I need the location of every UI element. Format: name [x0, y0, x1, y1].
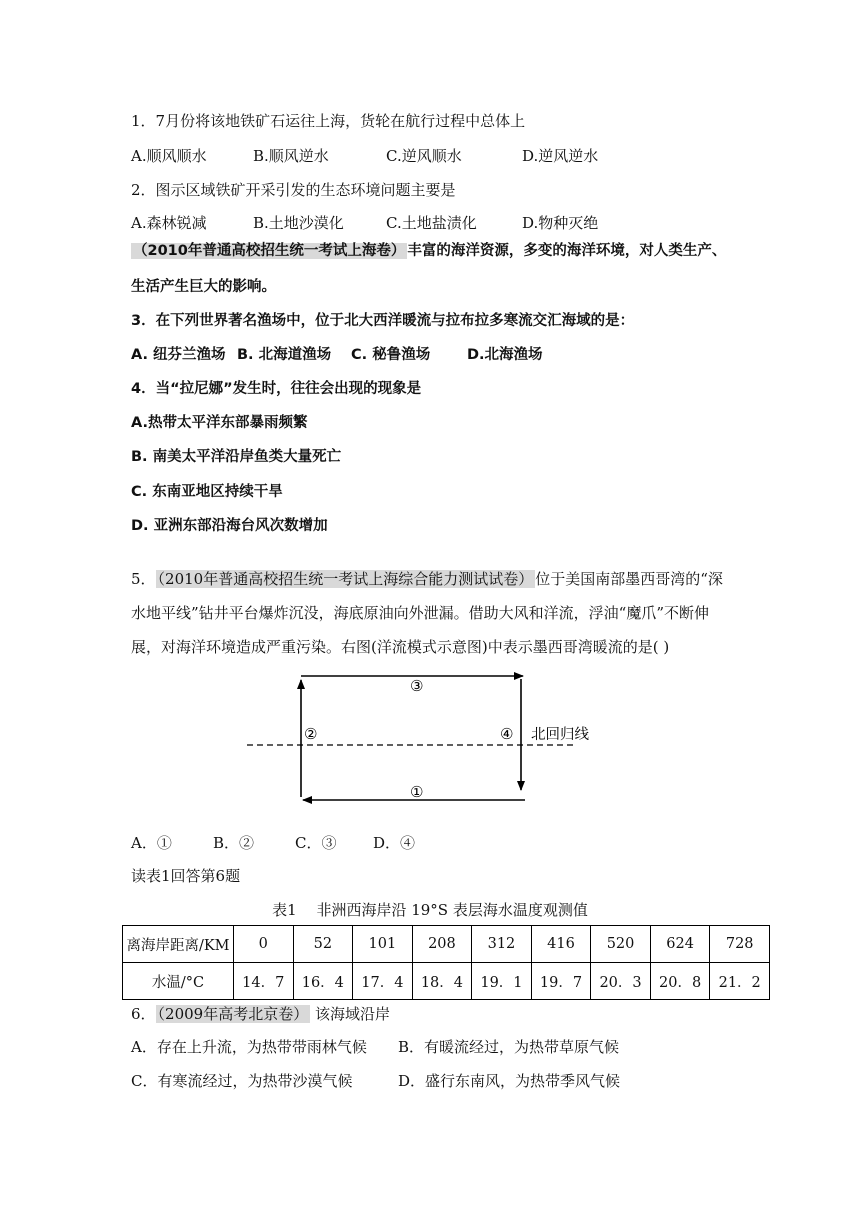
q4-option-b: B. 南美太平洋沿岸鱼类大量死亡 — [131, 449, 342, 465]
q5-line1: 5． （2010年普通高校招生统一考试上海综合能力测试试卷） 位于美国南部墨西哥湾的“深 — [131, 570, 723, 588]
table-cell: 20．8 — [650, 963, 710, 1000]
q5-option-a: A．① — [131, 834, 172, 852]
table-cell: 208 — [412, 926, 472, 963]
q6-option-a: A．存在上升流，为热带带雨林气候 — [131, 1038, 367, 1056]
q6-source: （2009年高考北京卷） — [157, 1005, 309, 1023]
q1-option-d: D.逆风逆水 — [522, 147, 599, 165]
q2-stem: 2．图示区域铁矿开采引发的生态环境问题主要是 — [131, 181, 456, 199]
table-cell: 19．1 — [472, 963, 532, 1000]
q2-option-b: B.土地沙漠化 — [253, 214, 344, 232]
q3-stem: 3．在下列世界著名渔场中，位于北大西洋暖流与拉布拉多寒流交汇海域的是： — [131, 313, 635, 329]
q6-option-b: B．有暖流经过，为热带草原气候 — [398, 1038, 620, 1056]
table-intro: 读表1回答第6题 — [131, 867, 241, 885]
table-cell: 52 — [293, 926, 353, 963]
table-row — [123, 926, 770, 963]
label-2: ② — [304, 725, 318, 743]
q3-option-b: B. 北海道渔场 — [237, 347, 332, 363]
table-cell: 14．7 — [234, 963, 294, 1000]
q5-option-c: C．③ — [295, 834, 337, 852]
q3-option-d: D.北海渔场 — [467, 347, 543, 363]
q6-options-row2 — [131, 1070, 620, 1092]
q4-option-c: C. 东南亚地区持续干旱 — [131, 484, 283, 500]
table-row1-head: 离海岸距离/KM — [123, 926, 234, 963]
table-caption: 表1 非洲西海岸沿 19°S 表层海水温度观测值 — [272, 901, 588, 919]
table-cell: 312 — [472, 926, 532, 963]
table-cell: 101 — [353, 926, 413, 963]
table-cell: 0 — [234, 926, 294, 963]
block2010-intro1: 丰富的海洋资源，多变的海洋环境，对人类生产、 — [407, 243, 727, 259]
q4-stem: 4．当“拉尼娜”发生时，往往会出现的现象是 — [131, 381, 422, 397]
tropic-label: 北回归线 — [531, 727, 589, 743]
q1-option-a: A.顺风顺水 — [131, 147, 207, 165]
table-cell: 21．2 — [710, 963, 770, 1000]
sst-table — [122, 925, 770, 1000]
table-cell: 16．4 — [293, 963, 353, 1000]
q5-text-a: 位于美国南部墨西哥湾的“深 — [535, 570, 723, 588]
q6-option-c: C．有寒流经过，为热带沙漠气候 — [131, 1072, 353, 1090]
q2-option-c: C.土地盐渍化 — [386, 214, 477, 232]
q4-option-d: D. 亚洲东部沿海台风次数增加 — [131, 518, 328, 534]
q5-option-d: D．④ — [373, 834, 416, 852]
q6-line: 6． （2009年高考北京卷） 该海域沿岸 — [131, 1005, 391, 1023]
table-cell: 19．7 — [531, 963, 591, 1000]
q5-text-c: 展，对海洋环境造成严重污染。右图(洋流模式示意图)中表示墨西哥湾暖流的是( ) — [131, 638, 670, 656]
q5-source: （2010年普通高校招生统一考试上海综合能力测试试卷） — [157, 570, 534, 588]
table-cell: 416 — [531, 926, 591, 963]
q6-options-row1 — [131, 1036, 619, 1058]
q6-option-d: D．盛行东南风，为热带季风气候 — [398, 1072, 621, 1090]
table-cell: 728 — [710, 926, 770, 963]
table-cell: 624 — [650, 926, 710, 963]
table-cell: 20．3 — [591, 963, 651, 1000]
q1-option-c: C.逆风顺水 — [386, 147, 462, 165]
table-cell: 17．4 — [353, 963, 413, 1000]
label-3: ③ — [410, 677, 424, 695]
table-row — [123, 963, 770, 1000]
label-1: ① — [410, 783, 424, 801]
q5-text-b: 水地平线”钻井平台爆炸沉没，海底原油向外泄漏。借助大风和洋流，浮油“魔爪”不断伸 — [131, 604, 710, 622]
table-row2-head: 水温/°C — [123, 963, 234, 1000]
block2010-source: （2010年普通高校招生统一考试上海卷） — [133, 243, 406, 259]
table-cell: 520 — [591, 926, 651, 963]
label-4: ④ — [500, 725, 514, 743]
q2-option-d: D.物种灭绝 — [522, 214, 599, 232]
q5-options — [131, 832, 415, 854]
q3-option-a: A. 纽芬兰渔场 — [131, 347, 226, 363]
block2010-intro2: 生活产生巨大的影响。 — [131, 279, 276, 295]
q6-stem: 该海域沿岸 — [310, 1005, 391, 1023]
table-cell: 18．4 — [412, 963, 472, 1000]
q5-option-b: B．② — [213, 834, 255, 852]
q3-option-c: C. 秘鲁渔场 — [351, 347, 431, 363]
q4-option-a: A.热带太平洋东部暴雨频繁 — [131, 415, 308, 431]
q2-option-a: A.森林锐减 — [131, 214, 207, 232]
q1-option-b: B.顺风逆水 — [253, 147, 329, 165]
q1-stem: 1．7月份将该地铁矿石运往上海，货轮在航行过程中总体上 — [131, 112, 526, 130]
